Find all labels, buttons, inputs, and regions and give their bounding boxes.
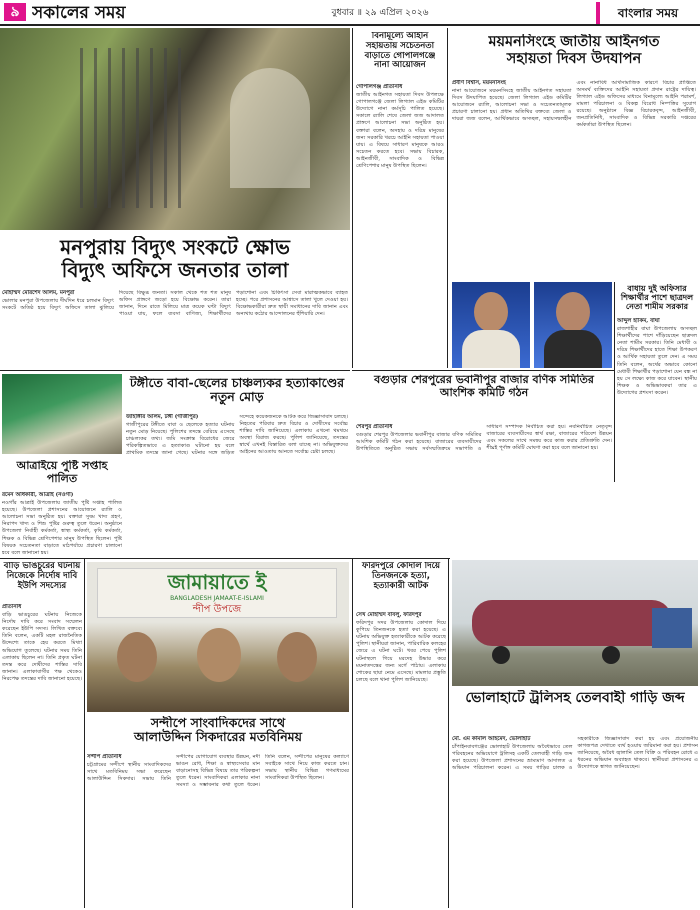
photo-atrai-meeting — [2, 374, 122, 454]
article-gopalganj — [356, 84, 444, 366]
headline-tongi: টঙ্গীতে বাবা-ছেলের চাঞ্চল্যকর হত্যাকাণ্ডের নতুন মোড় — [129, 376, 345, 405]
photo-oil-tanker — [452, 560, 698, 686]
banner-text-3: ন্দীপ উপজে — [192, 604, 242, 615]
article-body: ফরিদপুর সদর উপজেলায় কোদাল দিয়ে কুপিয়ে তিনজনকে হত্যা করা হয়েছে। এ ঘটনায় অভিযুক্ত হত্যাকারীকে আটক করেছে পুলিশ। স্থানীয়রা জানান, পারিবারিক কলহের জেরে এ ঘটনা ঘটে। খবর পেয়ে পুলিশ ঘটনাস্থলে গিয়ে মরদেহ উদ্ধার করে ময়নাতদন্তের জন্য মর্গে পাঠায়। এলাকায় শোকের ছায়া নেমে এসেছে। মামলার প্রস্তুতি চলছে বলে থানা পুলিশ জানিয়েছে। — [356, 620, 446, 683]
article-power-crisis — [2, 290, 348, 366]
byline: শেরপুর প্রতিনিধি — [356, 424, 393, 430]
article-body: নানা আয়োজনে ময়মনসিংহে জাতীয় আইনগত সহায়তা দিবস উদযাপিত হয়েছে। জেলা লিগ্যাল এইড কমিটির আয়োজনে র‌্যালি, আলোচনা সভা ও সচেতনতামূলক প্রচারণা চালানো হয়। প্রধান অতিথির বক্তব্যে জেলা ও দায়রা জজ বলেন, আর্থিকভাবে অসচ্ছল, সহায়সম্বলহীন এবং নানাবিধ আর্থসামাজিক কারণে বিচার প্রাপ্তিতে অসমর্থ ব্যক্তিদের আইনি সহায়তা প্রদান রাষ্ট্রের দায়িত্ব। লিগ্যাল এইড অফিসের মাধ্যমে বিনামূল্যে আইনি পরামর্শ, মামলা পরিচালনা ও বিকল্প বিরোধ নিষ্পত্তির সুযোগ রয়েছে। অনুষ্ঠানে বিজ্ঞ বিচারকবৃন্দ, আইনজীবী, জনপ্রতিনিধি, সাংবাদিক ও বিভিন্ন সরকারি দপ্তরের কর্মকর্তারা উপস্থিত ছিলেন। — [452, 80, 696, 129]
section-label: বাংলার সময় — [596, 2, 696, 24]
headline-sandwip — [87, 716, 349, 745]
byline: মোহাম্মদ মোরশেদ আলম, মনপুরা — [2, 290, 75, 296]
headline-mymensingh — [452, 34, 696, 67]
headline-line-2: সহায়তা দিবস উদযাপন — [506, 50, 642, 67]
article-shamim — [617, 318, 697, 558]
banner-text-2: BANGLADESH JAMAAT-E-ISLAMI — [170, 595, 264, 602]
article-bholahat — [452, 736, 698, 908]
article-body: চট্টগ্রামের সন্দীপে স্থানীয় সাংবাদিকদের সাথে মতবিনিময় সভা করেছেন আলাউদ্দিন সিকদার। সভায় তিনি সন্দীপের যোগাযোগ ব্যবস্থার উন্নয়ন, নদী ভাঙন রোধ, শিক্ষা ও স্বাস্থ্যসেবার মান বাড়ানোসহ বিভিন্ন বিষয়ে তার পরিকল্পনা তুলে ধরেন। সাংবাদিকরা এলাকার নানা সমস্যা ও সম্ভাবনার কথা তুলে ধরেন। তিনি বলেন, সন্দীপের মানুষের কল্যাণে সবাইকে সাথে নিয়ে কাজ করতে চান। সভায় স্থানীয় বিভিন্ন গণমাধ্যমের সাংবাদিকরা উপস্থিত ছিলেন। — [87, 754, 349, 789]
article-body: রাজশাহীর বাঘা উপজেলায় অসচ্ছল শিক্ষার্থীদের পাশে দাঁড়িয়েছেন ছাত্রদল নেতা শামীম সরকার। তিনি মেধাবী ও দরিদ্র শিক্ষার্থীদের হাতে শিক্ষা উপকরণ ও আর্থিক সহায়তা তুলে দেন। এ সময় তিনি বলেন, অর্থের অভাবে কোনো মেধাবী শিক্ষার্থীর পড়াশোনা যেন বন্ধ না হয় সে লক্ষ্যে কাজ করে যাবেন। স্থানীয় শিক্ষক ও অভিভাবকরা তার এ উদ্যোগের প্রশংসা করেন। — [617, 326, 697, 396]
masthead — [0, 0, 700, 26]
byline: মো. এম কামাল আহমেদ, ভোলাহাট — [452, 736, 531, 742]
byline: সন্দীপ প্রতিনিধি — [87, 754, 122, 760]
article-body: বগুড়ার শেরপুর উপজেলার ভবানীপুর বাজার বণিক সমিতির আংশিক কমিটি গঠন করা হয়েছে। বাজারের ব্যবসায়ীদের উপস্থিতিতে অনুষ্ঠিত সভায় সর্বসম্মতিক্রমে সভাপতি ও সাধারণ সম্পাদক নির্বাচিত করা হয়। নবনির্বাচিত নেতৃবৃন্দ বাজারের ব্যবসায়ীদের স্বার্থ রক্ষা, বাজারের পরিবেশ উন্নয়ন এবং সকলের সাথে সমন্বয় করে কাজ করার প্রতিশ্রুতি দেন। শীঘ্রই পূর্ণাঙ্গ কমিটি ঘোষণা করা হবে বলে জানানো হয়। — [356, 424, 612, 453]
headline-line-1: মনপুরায় বিদ্যুৎ সংকটে ক্ষোভ — [60, 236, 290, 259]
date-line: বুধবার ॥ ২৯ এপ্রিল ২০২৬ — [331, 8, 429, 18]
headline-line-1: সন্দীপে সাংবাদিকদের সাথে — [150, 716, 286, 730]
byline: গোপালগঞ্জ প্রতিনিধি — [356, 84, 403, 90]
photo-portrait-1 — [452, 282, 530, 368]
byline: প্রতিনিধি — [2, 604, 22, 610]
byline: প্রবীণ বিশ্বাস, ময়মনসিংহ — [452, 80, 506, 86]
headline-gopalganj: বিনামূল্যে আইনি সহায়তায় সচেতনতা বাড়াতে গোপালগঞ্জে নানা আয়োজন — [364, 32, 436, 71]
headline-atrai: আত্রাইয়ে পুষ্টি সপ্তাহ পালিত — [16, 460, 108, 485]
article-bari — [2, 604, 82, 908]
article-mymensingh — [452, 80, 696, 280]
headline-power-crisis — [2, 236, 348, 282]
photo-portrait-2 — [534, 282, 612, 368]
article-sandwip — [87, 754, 349, 908]
article-sherpur — [356, 424, 612, 554]
photo-banner — [97, 568, 337, 618]
headline-bari: বাড়ি ভাঙচুরের ঘটনায় নিজেকে নির্দোষ দাবি ইউপি সদস্যের — [3, 562, 81, 591]
headline-line-2: বিদ্যুৎ অফিসে জনতার তালা — [61, 258, 289, 282]
banner-text-1: জামায়াতে ই — [167, 570, 267, 594]
byline: সেখ মোহাম্মদ বাবলু, ফরিদপুর — [356, 612, 422, 618]
article-body: জাতীয় আইনগত সহায়তা দিবস উপলক্ষে গোপালগঞ্জে জেলা লিগ্যাল এইড কমিটির উদ্যোগে নানা কর্মসূচি পালিত হয়েছে। সকালে র‌্যালি শেষে জেলা জজ আদালত প্রাঙ্গণে আলোচনা সভা অনুষ্ঠিত হয়। বক্তারা বলেন, অসহায় ও দরিদ্র মানুষের জন্য সরকারি খরচে আইনি সহায়তা পাওয়া যায়। এ বিষয়ে সাধারণ মানুষকে আরও সচেতন করতে হবে। সভায় বিচারক, আইনজীবী, সাংবাদিক ও বিভিন্ন শ্রেণিপেশার মানুষ উপস্থিত ছিলেন। — [356, 92, 444, 169]
page-number: ৯ — [4, 3, 26, 21]
headline-sherpur: বগুড়ার শেরপুরের ভবানীপুর বাজার বণিক সমিতির আংশিক কমিটি গঠন — [374, 374, 594, 399]
headline-line-1: ময়মনসিংহে জাতীয় আইনগত — [488, 34, 660, 50]
byline: জাহাঙ্গীর আলম, টঙ্গী (গাজীপুর) — [126, 414, 199, 420]
article-body: গাজীপুরের টঙ্গীতে বাবা ও ছেলেকে হত্যার ঘটনায় নতুন মোড় নিয়েছে। পুলিশের তদন্তে বেরিয়ে এসেছে চাঞ্চল্যকর তথ্য। জমি সংক্রান্ত বিরোধের জেরে পরিকল্পিতভাবে এ হত্যাকাণ্ড ঘটানো হয় বলে প্রাথমিক তদন্তে জানা গেছে। ঘটনার সঙ্গে জড়িত সন্দেহে কয়েকজনকে আটক করে জিজ্ঞাসাবাদ চলছে। নিহতের পরিবার দ্রুত বিচার ও দোষীদের সর্বোচ্চ শাস্তির দাবি জানিয়েছে। এলাকায় এখনো থমথমে অবস্থা বিরাজ করছে। পুলিশ জানিয়েছে, তদন্তের স্বার্থে এখনই বিস্তারিত বলা যাচ্ছে না। অভিযুক্তদের আইনের আওতায় আনতে সর্বোচ্চ চেষ্টা চলছে। — [126, 414, 348, 457]
byline: আব্দুল হাকিম, বাঘা — [617, 318, 660, 324]
article-body: নওগাঁর আত্রাই উপজেলায় জাতীয় পুষ্টি সপ্তাহ পালিত হয়েছে। উপজেলা প্রশাসনের আয়োজনে র‌্যালি ও আলোচনা সভা অনুষ্ঠিত হয়। বক্তারা সুষম খাদ্য গ্রহণ, নিরাপদ খাদ্য ও শিশু পুষ্টির গুরুত্ব তুলে ধরেন। অনুষ্ঠানে উপজেলা নির্বাহী কর্মকর্তা, স্বাস্থ্য কর্মকর্তা, কৃষি কর্মকর্তা, শিক্ষক ও বিভিন্ন শ্রেণিপেশার মানুষ উপস্থিত ছিলেন। পুষ্টি বিষয়ক সচেতনতা বাড়াতে মাঠপর্যায়ে প্রচারণা চালানো হবে বলে জানানো হয়। — [2, 500, 122, 554]
article-tongi — [126, 414, 348, 554]
headline-bholahat: ভোলাহাটে ট্রলিসহ তেলবাহী গাড়ি জব্দ — [465, 690, 685, 706]
headline-line-2: আলাউদ্দিন সিকদারের মতবিনিময় — [134, 729, 302, 745]
article-body: ভোলার মনপুরা উপজেলায় দীর্ঘদিন ধরে চলমান বিদ্যুৎ সংকটে অতিষ্ঠ হয়ে বিদ্যুৎ অফিসে তালা ঝুলিয়ে দিয়েছে বিক্ষুব্ধ জনতা। সকাল থেকে শত শত মানুষ অফিস প্রাঙ্গণে জড়ো হয়ে বিক্ষোভ করেন। তারা জানান, দিনে রাতে মিলিয়ে মাত্র কয়েক ঘণ্টা বিদ্যুৎ পাওয়া যায়, ফলে ব্যবসা বাণিজ্য, শিক্ষার্থীদের পড়াশোনা এবং চিকিৎসা সেবা মারাত্মকভাবে ব্যাহত হচ্ছে। পরে প্রশাসনের আশ্বাসে তালা খুলে দেওয়া হয়। বিক্ষোভকারীরা দ্রুত স্থায়ী সমাধানের দাবি জানান এবং অন্যথায় কঠোর আন্দোলনের হুঁশিয়ারি দেন। — [2, 290, 348, 318]
headline-shamim: বাধায় দুই অফিসার শিক্ষার্থীর পাশে ছাত্রদল নেতা শামীম সরকার — [620, 284, 694, 312]
article-body: বাড়ি ভাঙচুরের ঘটনায় নিজেকে নির্দোষ দাবি করে সংবাদ সম্মেলন করেছেন ইউপি সদস্য। লিখিত বক্তব্যে তিনি বলেন, একটি মহল রাজনৈতিক উদ্দেশ্যে তাকে হেয় করতে মিথ্যা অভিযোগ তুলেছে। ঘটনার সময় তিনি এলাকায় ছিলেন না। তিনি প্রকৃত ঘটনা তদন্ত করে দোষীদের শাস্তির দাবি জানান। এলাকাবাসীর পক্ষ থেকেও নিরপেক্ষ তদন্তের দাবি জানানো হয়েছে। — [2, 612, 82, 682]
headline-faridpur: ফরিদপুরে কোদাল দিয়ে তিনজনকে হত্যা, হত্যাকারী আটক — [361, 562, 440, 591]
article-atrai — [2, 492, 122, 554]
byline: রমেন অধিকারী, আত্রাই (নওগাঁ) — [2, 492, 74, 498]
article-body: চাঁপাইনবাবগঞ্জের ভোলাহাট উপজেলায় অবৈধভাবে তেল পরিবহনের অভিযোগে ট্রলিসহ একটি তেলবাহী গাড়ি জব্দ করা হয়েছে। উপজেলা প্রশাসনের ভ্রাম্যমাণ আদালত এ অভিযান পরিচালনা করেন। এ সময় গাড়ির চালক ও সহকারীকে জিজ্ঞাসাবাদ করা হয় এবং প্রয়োজনীয় কাগজপত্র দেখাতে ব্যর্থ হওয়ায় জরিমানা করা হয়। প্রশাসন জানিয়েছে, অবৈধ জ্বালানি তেল বিক্রি ও পরিবহন রোধে এ ধরনের অভিযান অব্যাহত থাকবে। স্থানীয়রা প্রশাসনের এ উদ্যোগকে স্বাগত জানিয়েছেন। — [452, 736, 698, 772]
paper-name: সকালের সময় — [32, 3, 126, 23]
article-faridpur — [356, 612, 446, 908]
photo-power-office-lock — [0, 28, 350, 230]
photo-sandwip-meeting — [87, 562, 349, 712]
